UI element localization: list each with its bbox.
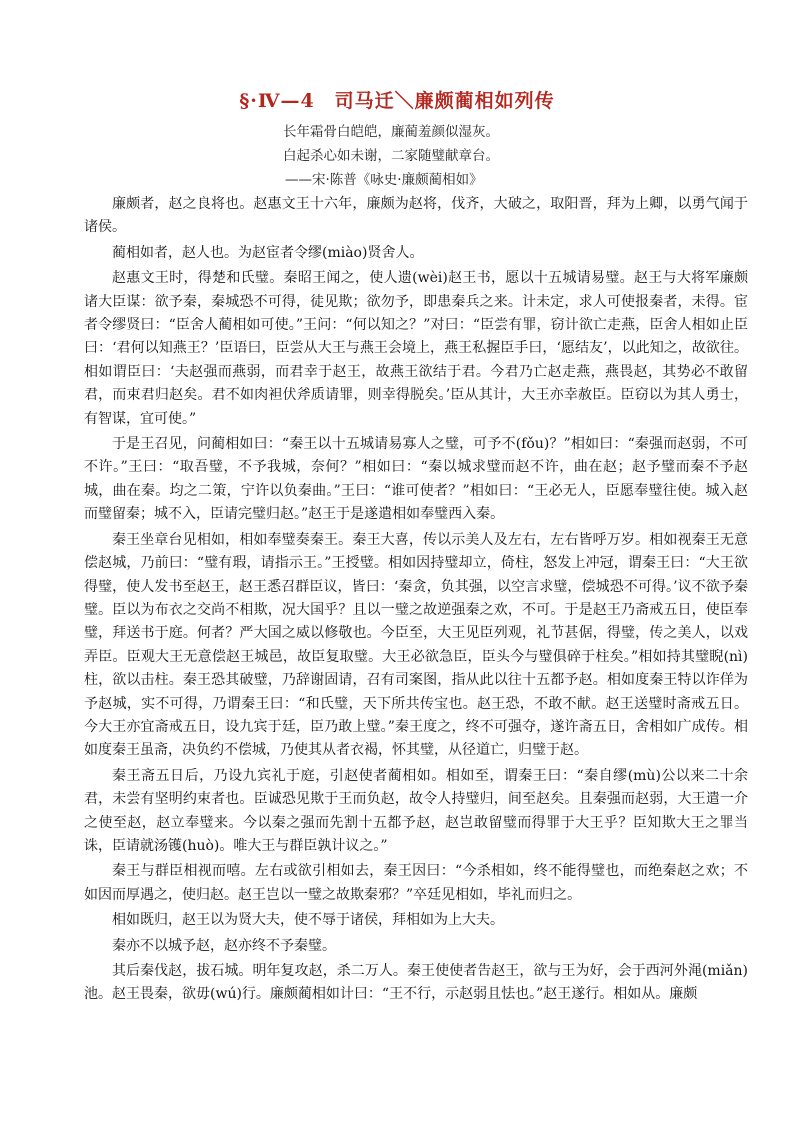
paragraph: 于是王召见，问蔺相如曰：“秦王以十五城请易寡人之璧，可予不(fǒu)？”相如曰：“秦强而赵弱，不可不许。”王曰：“取吾璧，不予我城，奈何？”相如曰：“秦以城求璧而赵不许，曲在赵；赵予璧而秦不予赵城，曲在秦。均之二策，宁许以负秦曲。”王曰：“谁可使者？”相如曰：“王必无人，臣愿奉璧往使。城入赵而璧留秦；城不入，臣请完璧归赵。”赵王于是遂遣相如奉璧西入秦。 (84, 436, 748, 523)
poem-source: ——宋·陈普《咏史·廉颇蔺相如》 (285, 172, 483, 188)
article-body (84, 193, 748, 1007)
epigraph-poem (283, 120, 703, 192)
poem-line-1: 长年霜骨白皑皑，廉蔺羞颜似湿灰。 (283, 124, 499, 140)
paragraph: 相如既归，赵王以为贤大夫，使不辱于诸侯，拜相如为上大夫。 (112, 912, 504, 929)
poem-line-2: 白起杀心如未谢，二家随璧献章台。 (283, 148, 499, 164)
page-title: §·Ⅳ—4 司马迁＼廉颇蔺相如列传 (239, 90, 555, 112)
paragraph: 其后秦伐赵，拔石城。明年复攻赵，杀二万人。秦王使使者告赵王，欲与王为好，会于西河外渑(miǎn)池。赵王畏秦，欲毋(wú)行。廉颇蔺相如计曰：“王不行，示赵弱且怯也。”赵王遂行。相如从。廉颇 (84, 963, 748, 1003)
paragraph: 秦亦不以城予赵，赵亦终不予秦璧。 (112, 937, 336, 954)
paragraph: 秦王斋五日后，乃设九宾礼于庭，引赵使者蔺相如。相如至，谓秦王曰：“秦自缪(mù)公以来二十余君，未尝有坚明约束者也。臣诚恐见欺于王而负赵，故令人持璧归，间至赵矣。且秦强而赵弱，大王遣一介之使至赵，赵立奉璧来。今以秦之强而先割十五都予赵，赵岂敢留璧而得罪于大王乎？臣知欺大王之罪当诛，臣请就汤镬(huò)。唯大王与群臣孰计议之。” (84, 767, 748, 854)
paragraph: 秦王与群臣相视而嘻。左右或欲引相如去，秦王因曰：“今杀相如，终不能得璧也，而绝秦赵之欢；不如因而厚遇之，使归赵。赵王岂以一璧之故欺秦邪？”卒廷见相如，毕礼而归之。 (84, 863, 748, 903)
paragraph: 秦王坐章台见相如，相如奉璧奏秦王。秦王大喜，传以示美人及左右，左右皆呼万岁。相如视秦王无意偿赵城，乃前曰：“璧有瑕，请指示王。”王授璧。相如因持璧却立，倚柱，怒发上冲冠，谓秦王曰：“大王欲得璧，使人发书至赵王，赵王悉召群臣议，皆曰：‘秦贪，负其强，以空言求璧，偿城恐不可得。’议不欲予秦璧。臣以为布衣之交尚不相欺，况大国乎？且以一璧之故逆强秦之欢，不可。于是赵王乃斋戒五日，使臣奉璧，拜送书于庭。何者？严大国之威以修敬也。今臣至，大王见臣列观，礼节甚倨，得璧，传之美人，以戏弄臣。臣观大王无意偿赵王城邑，故臣复取璧。大王必欲急臣，臣头今与璧俱碎于柱矣。”相如持其璧睨(nì)柱，欲以击柱。秦王恐其破璧，乃辞谢固请，召有司案图，指从此以往十五都予赵。相如度秦王特以诈佯为予赵城，实不可得，乃谓秦王曰：“和氏璧，天下所共传宝也。赵王恐，不敢不献。赵王送璧时斋戒五日。今大王亦宜斋戒五日，设九宾于廷，臣乃敢上璧。”秦王度之，终不可强夺，遂许斋五日，舍相如广成传。相如度秦王虽斋，决负约不偿城，乃使其从者衣褐，怀其璧，从径道亡，归璧于赵。 (84, 531, 748, 759)
paragraph: 蔺相如者，赵人也。为赵宦者令缪(miào)贤舍人。 (112, 244, 424, 261)
paragraph: 赵惠文王时，得楚和氏璧。秦昭王闻之，使人遗(wèi)赵王书，愿以十五城请易璧。赵王与大将军廉颇诸大臣谋：欲予秦，秦城恐不可得，徒见欺；欲勿予，即患秦兵之来。计未定，求人可使报秦者，未得。宦者令缪贤曰：“臣舍人蔺相如可使。”王问：“何以知之？”对曰：“臣尝有罪，窃计欲亡走燕，臣舍人相如止臣曰：‘君何以知燕王？’臣语曰，臣尝从大王与燕王会境上，燕王私握臣手曰，‘愿结友’，以此知之，故欲往。相如谓臣曰：‘夫赵强而燕弱，而君幸于赵王，故燕王欲结于君。今君乃亡赵走燕，燕畏赵，其势必不敢留君，而束君归赵矣。君不如肉袒伏斧质请罪，则幸得脱矣。’臣从其计，大王亦幸赦臣。臣窃以为其人勇士，有智谋，宜可使。” (84, 270, 748, 427)
paragraph: 廉颇者，赵之良将也。赵惠文王十六年，廉颇为赵将，伐齐，大破之，取阳晋，拜为上卿，以勇气闻于诸侯。 (84, 196, 748, 236)
